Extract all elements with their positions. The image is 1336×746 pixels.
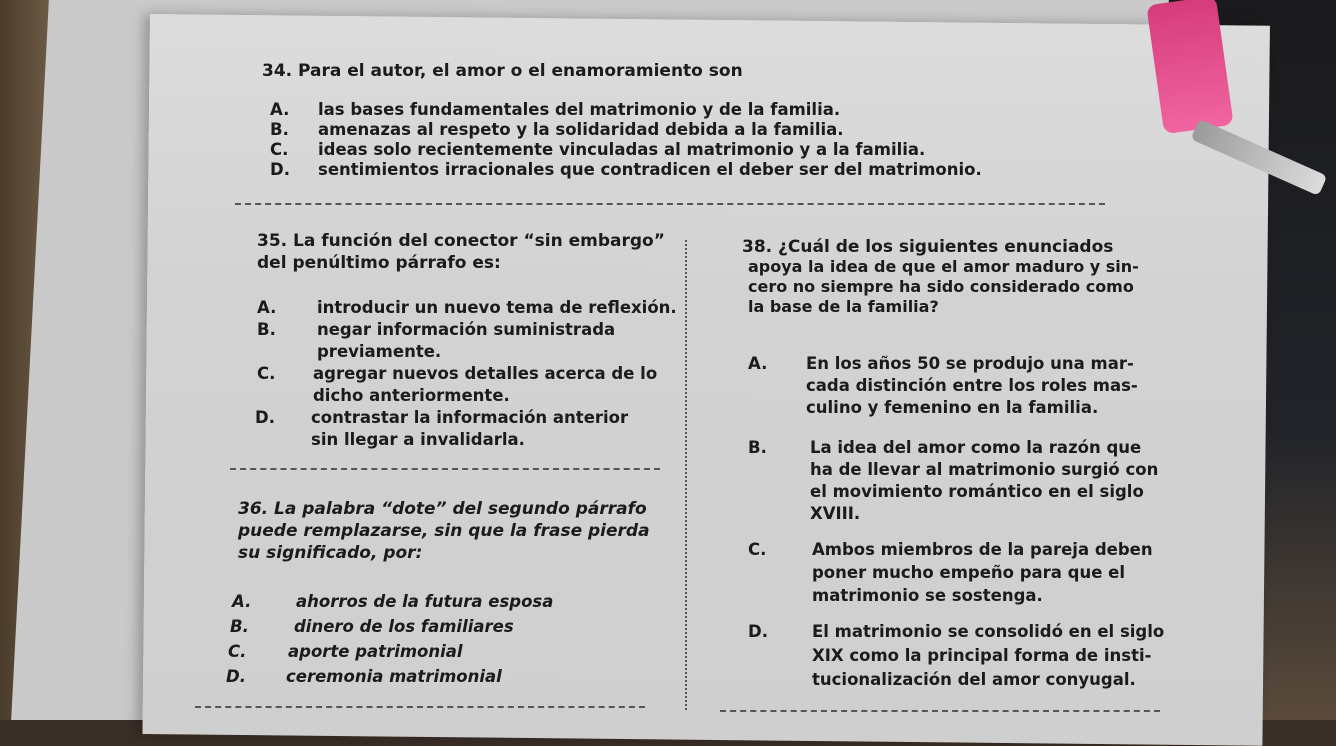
q36-stem-line-1: 36. La palabra “dote” del segundo párrafo	[238, 499, 647, 519]
q38-stem-line-1: 38. ¿Cuál de los siguientes enunciados	[742, 237, 1114, 257]
q35-option-b-line-2: previamente.	[317, 342, 442, 361]
q38-option-d-line-2: XIX como la principal forma de insti-	[812, 646, 1152, 665]
separator-q35	[230, 468, 660, 470]
q35-option-d[interactable]: D. contrastar la información anterior	[255, 408, 629, 427]
separator-q34	[235, 203, 1105, 205]
q34-option-b[interactable]: B. amenazas al respeto y la solidaridad debida a la familia.	[270, 120, 844, 139]
q34-option-a[interactable]: A. las bases fundamentales del matrimonio y de la familia.	[270, 100, 841, 119]
q38-option-d[interactable]: D. El matrimonio se consolidó en el siglo	[748, 622, 1165, 641]
q36-option-b[interactable]: B. dinero de los familiares	[230, 617, 514, 636]
q35-option-d-line-2: sin llegar a invalidarla.	[311, 430, 525, 449]
q35-stem-line-1: 35. La función del conector “sin embargo”	[257, 231, 665, 251]
q34-option-c[interactable]: C. ideas solo recientemente vinculadas al matrimonio y a la familia.	[270, 140, 926, 159]
q38-option-a-line-2: cada distinción entre los roles mas-	[806, 376, 1138, 395]
q38-option-b-line-3: el movimiento romántico en el siglo	[810, 482, 1144, 501]
column-divider	[685, 240, 687, 710]
q38-option-a[interactable]: A. En los años 50 se produjo una mar-	[748, 354, 1134, 373]
q38-option-b-line-4: XVIII.	[810, 504, 861, 523]
q38-option-a-line-3: culino y femenino en la familia.	[806, 398, 1099, 417]
separator-bottom-right	[720, 710, 1160, 712]
q36-stem-line-2: puede remplazarse, sin que la frase pierda	[238, 521, 650, 541]
q34-stem: 34. Para el autor, el amor o el enamoramiento son	[262, 61, 743, 81]
q35-option-a[interactable]: A. introducir un nuevo tema de reflexión.	[257, 298, 677, 317]
q36-option-c[interactable]: C. aporte patrimonial	[228, 642, 463, 661]
q35-option-c-line-2: dicho anteriormente.	[313, 386, 510, 405]
q35-option-c[interactable]: C. agregar nuevos detalles acerca de lo	[257, 364, 658, 383]
q38-option-c-line-2: poner mucho empeño para que el	[812, 563, 1126, 582]
q35-stem-line-2: del penúltimo párrafo es:	[257, 253, 501, 273]
q38-option-b[interactable]: B. La idea del amor como la razón que	[748, 438, 1142, 457]
q38-stem-line-4: la base de la familia?	[748, 297, 939, 316]
q35-option-b[interactable]: B. negar información suministrada	[257, 320, 616, 339]
q38-option-b-line-2: ha de llevar al matrimonio surgió con	[810, 460, 1159, 479]
q36-option-d[interactable]: D. ceremonia matrimonial	[226, 667, 502, 686]
q34-option-d[interactable]: D. sentimientos irracionales que contradicen el deber ser del matrimonio.	[270, 160, 982, 179]
q38-option-d-line-3: tucionalización del amor conyugal.	[812, 670, 1136, 689]
q36-option-a[interactable]: A. ahorros de la futura esposa	[232, 592, 554, 611]
separator-bottom-left	[195, 706, 645, 708]
q38-option-c-line-3: matrimonio se sostenga.	[812, 586, 1043, 605]
q36-stem-line-3: su significado, por:	[238, 543, 423, 563]
q38-stem-line-2: apoya la idea de que el amor maduro y sin-	[748, 257, 1139, 276]
q38-option-c[interactable]: C. Ambos miembros de la pareja deben	[748, 540, 1153, 559]
q38-stem-line-3: cero no siempre ha sido considerado como	[748, 277, 1134, 296]
